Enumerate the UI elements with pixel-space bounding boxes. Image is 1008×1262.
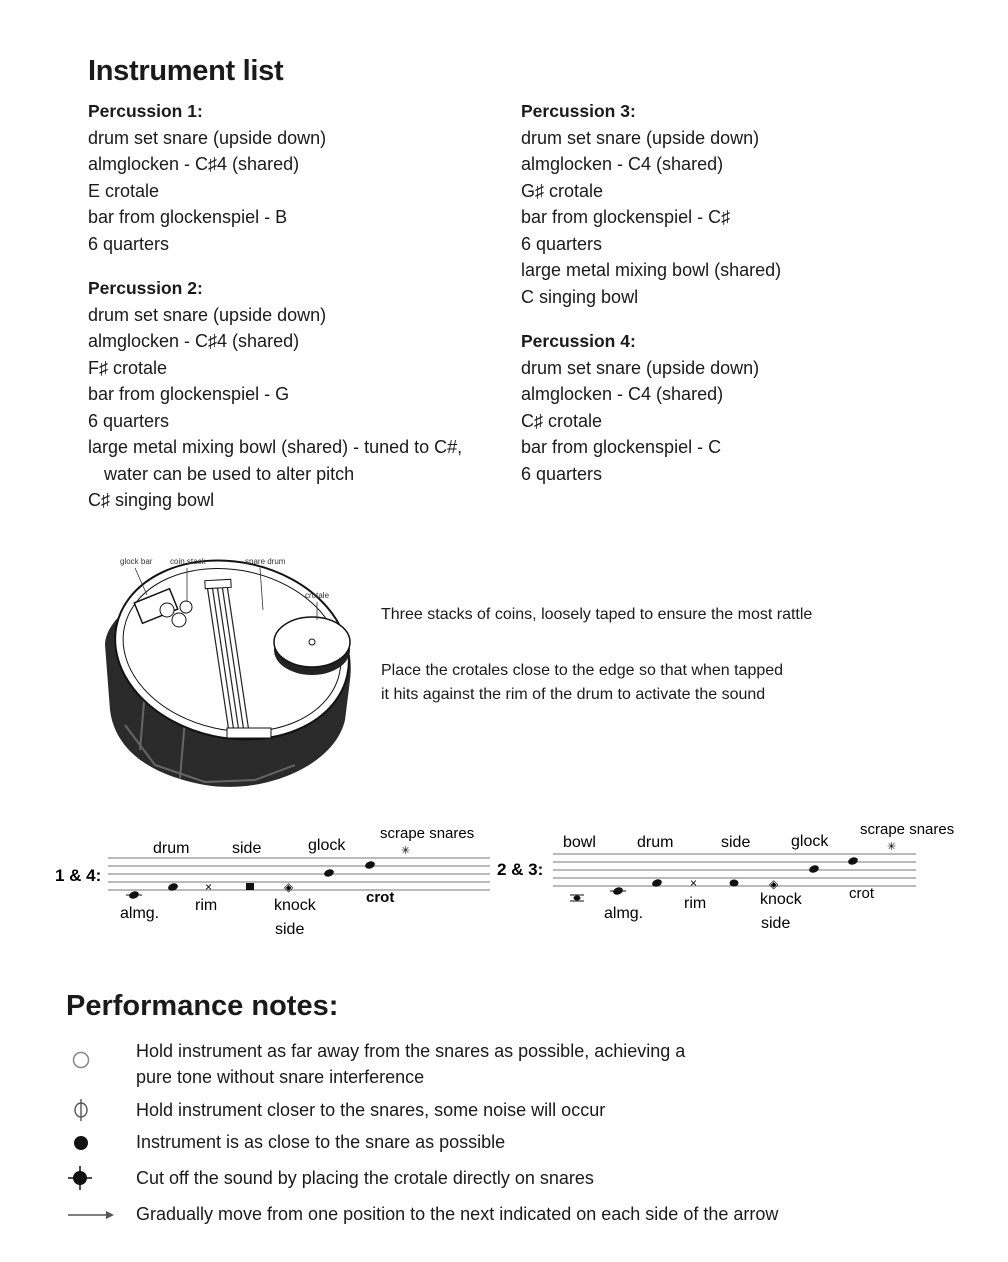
label-below: crot [849, 885, 875, 902]
label-below: almg. [120, 905, 160, 922]
note-text: Instrument is as close to the snare as possible [136, 1132, 506, 1152]
note-scrape: ✳ [401, 845, 411, 857]
list-item: G♯ crotale [521, 180, 604, 201]
label-above: glock [791, 833, 829, 850]
note-bowl [574, 896, 581, 901]
list-item: almglocken - C♯4 (shared) [88, 331, 300, 351]
label-below: crot [366, 889, 395, 906]
note-knock: ◈ [284, 880, 294, 894]
label-above: glock [308, 837, 346, 854]
label-above: side [232, 840, 262, 857]
filled-circle-cross-icon [66, 1164, 94, 1192]
label-below: rim [684, 895, 707, 912]
note-crotale [364, 860, 376, 870]
label-snare-drum: snare drum [245, 557, 286, 566]
list-item: 6 quarters [88, 233, 170, 254]
label-glock-bar: glock bar [120, 557, 153, 566]
label-below: knock [760, 891, 802, 908]
list-item: 6 quarters [521, 463, 603, 484]
note-side [246, 883, 254, 890]
label-above: scrape snares [860, 821, 955, 838]
note-side [730, 880, 739, 887]
list-item: C♯ singing bowl [88, 490, 215, 510]
note-knock: ◈ [769, 877, 779, 891]
list-item: drum set snare (upside down) [521, 127, 760, 148]
label-crotale: crotale [305, 591, 330, 600]
list-item: E crotale [88, 180, 160, 201]
note-text: Hold instrument closer to the snares, some noise will occur [136, 1100, 606, 1120]
page-title: Instrument list [88, 55, 284, 87]
diagram-note-crotale-line1: Place the crotales close to the edge so that when tapped [381, 662, 784, 679]
percussion-1-list [88, 98, 326, 257]
list-item: water can be used to alter pitch [104, 463, 355, 484]
note-text: Gradually move from one position to the next indicated on each side of the arrow [136, 1204, 779, 1224]
list-item: large metal mixing bowl (shared) - tuned to C#, [88, 437, 463, 457]
label-above: scrape snares [380, 825, 475, 842]
list-item: 6 quarters [88, 410, 170, 431]
list-item: bar from glockenspiel - C [521, 437, 722, 457]
filled-circle-icon [70, 1132, 92, 1154]
percussion-4-list [521, 328, 759, 487]
label-above: side [721, 834, 751, 851]
note-text: Cut off the sound by placing the crotale directly on snares [136, 1168, 594, 1188]
label-below: side [761, 915, 791, 932]
percussion-2-list [88, 275, 462, 514]
note-rim: × [690, 876, 698, 890]
label-above: bowl [563, 834, 596, 851]
staff-legend-2-3 [493, 812, 973, 937]
list-item: F♯ crotale [88, 357, 168, 378]
note-text: pure tone without snare interference [136, 1067, 425, 1087]
notes-title: Performance notes: [66, 990, 339, 1022]
note-glock [808, 864, 820, 874]
percussion-heading: Percussion 4: [521, 331, 636, 351]
list-item: drum set snare (upside down) [521, 357, 760, 378]
circle-slash-icon [70, 1097, 92, 1123]
note-text: Hold instrument as far away from the snares as possible, achieving a [136, 1041, 686, 1061]
label-below: side [275, 921, 305, 938]
list-item: bar from glockenspiel - C♯ [521, 207, 731, 227]
label-coin-stack: coin stack [170, 557, 206, 566]
label-below: knock [274, 897, 316, 914]
list-item: almglocken - C♯4 (shared) [88, 154, 300, 174]
list-item: almglocken - C4 (shared) [521, 384, 724, 404]
staff-label: 2 & 3: [497, 860, 544, 879]
list-item: drum set snare (upside down) [88, 304, 327, 325]
staff-label: 1 & 4: [55, 866, 102, 885]
label-above: drum [153, 840, 190, 857]
label-below: almg. [604, 905, 644, 922]
staff-legend-1-4 [50, 818, 500, 943]
arrow-icon [66, 1208, 116, 1222]
note-scrape: ✳ [887, 841, 897, 853]
note-glock [323, 868, 335, 878]
list-item: almglocken - C4 (shared) [521, 154, 724, 174]
list-item: bar from glockenspiel - B [88, 207, 288, 227]
open-circle-icon [70, 1049, 92, 1071]
diagram-note-coins: Three stacks of coins, loosely taped to ensure the most rattle [381, 606, 813, 623]
list-item: C singing bowl [521, 286, 639, 307]
list-item: drum set snare (upside down) [88, 127, 327, 148]
list-item: C♯ crotale [521, 410, 603, 431]
percussion-3-list [521, 98, 781, 310]
percussion-heading: Percussion 2: [88, 278, 203, 298]
label-below: rim [195, 897, 218, 914]
list-item: 6 quarters [521, 233, 603, 254]
label-above: drum [637, 834, 674, 851]
note-rim: × [205, 880, 213, 894]
percussion-heading: Percussion 1: [88, 101, 203, 121]
list-item: large metal mixing bowl (shared) [521, 260, 782, 280]
note-crotale [847, 856, 859, 866]
diagram-note-crotale-line2: it hits against the rim of the drum to activate the sound [381, 686, 766, 703]
list-item: bar from glockenspiel - G [88, 384, 290, 404]
percussion-heading: Percussion 3: [521, 101, 636, 121]
snare-setup-diagram [95, 550, 365, 800]
